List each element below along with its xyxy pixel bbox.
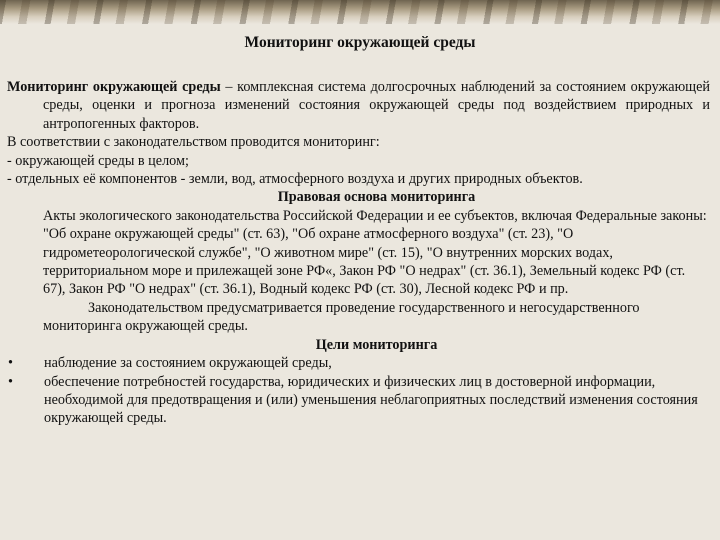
legal-basis-text-2: Законодательством предусматривается проведение государственного и негосударственного мониторинга окружающей среды.: [43, 299, 640, 335]
goals-heading: Цели мониторинга: [315, 336, 438, 353]
law-item-2: - отдельных её компонентов - земли, вод, атмосферного воздуха и других природных объектов.: [7, 171, 583, 188]
goal-item: [7, 373, 710, 428]
page-title: Мониторинг окружающей среды: [244, 34, 476, 51]
goal-item: [7, 354, 710, 372]
definition-term: Мониторинг окружающей среды: [7, 79, 221, 95]
bullet-icon: •: [8, 355, 13, 372]
law-intro: В соответствии с законодательством проводится мониторинг:: [7, 134, 380, 151]
slide-content: [7, 78, 710, 428]
definition-paragraph: [7, 78, 710, 133]
law-item-1: - окружающей среды в целом;: [7, 152, 189, 169]
goal-item-text: обеспечение потребностей государства, юридических и физических лиц в достоверной информации, необходимой для предотвращения и (или) уменьшения неблагоприятных последствий изменения состояния окружающей среды.: [44, 373, 698, 427]
bullet-icon: •: [8, 373, 13, 390]
definition-text: – комплексная система долгосрочных наблюдений за состоянием окружающей среды, оценки и прогноза изменений состояния окружающей среды под воздействием природных и антропогенных факторов.: [43, 79, 710, 132]
goal-item-text: наблюдение за состоянием окружающей среды,: [44, 355, 332, 372]
legal-basis-heading: Правовая основа мониторинга: [277, 189, 476, 206]
decorative-banner: [0, 0, 720, 24]
legal-basis-text: Акты экологического законодательства Российской Федерации и ее субъектов, включая Федеральные законы: "Об охране окружающей среды" (ст. 63), "Об охране атмосферного воздуха" (ст. 23), "О гидрометеорологической службе", "О животном мире" (ст. 15), "О внутренних морских водах, территориальном море и прилежащей зоне РФ«, Закон РФ "О недрах" (ст. 36.1), Земельный кодекс РФ (ст. 67), Закон РФ "О недрах" (ст. 36.1), Водный кодекс РФ (ст. 30), Лесной кодекс РФ и пр.: [43, 207, 707, 298]
